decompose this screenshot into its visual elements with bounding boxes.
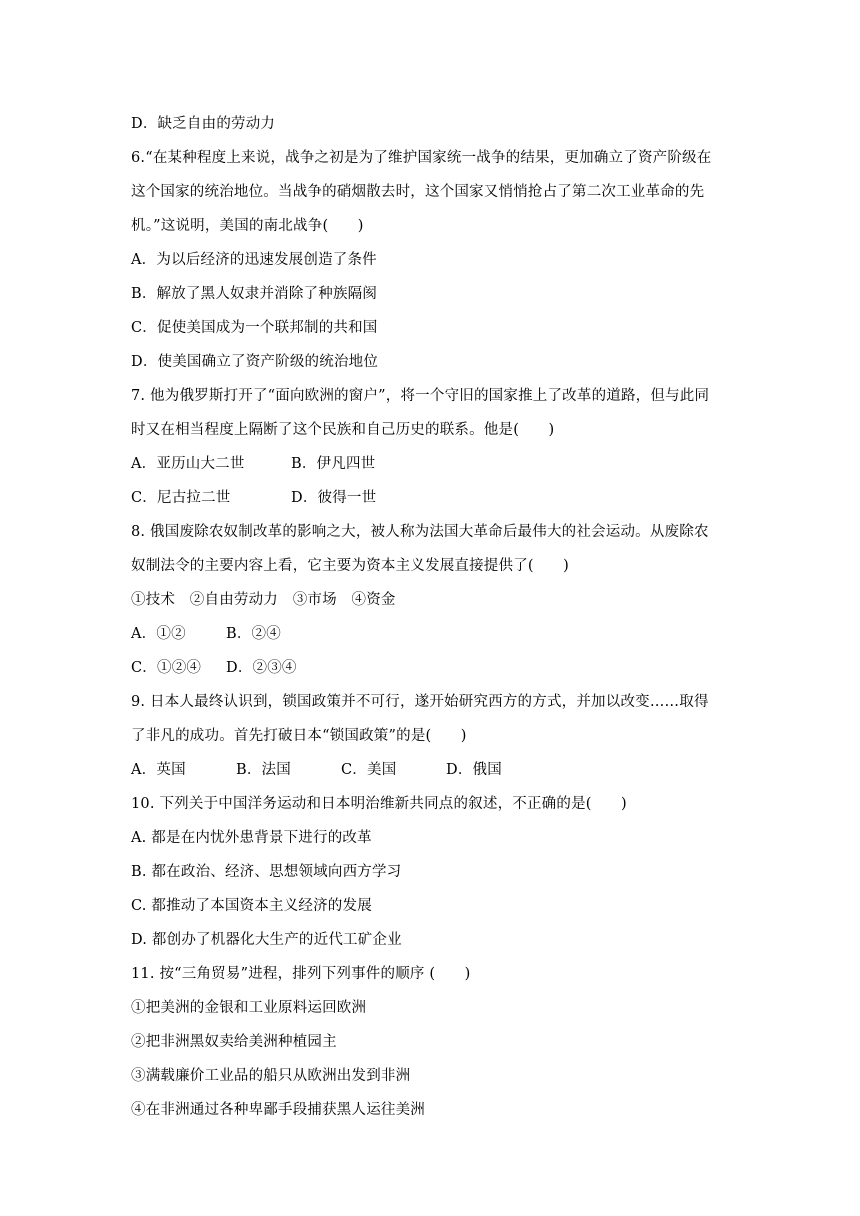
- q8-option-a: A．①②: [131, 626, 186, 642]
- q6-stem-line-3: 机。”这说明，美国的南北战争( ): [131, 218, 364, 234]
- q7-options-row-2: [131, 481, 731, 515]
- q6-option-d: D．使美国确立了资产阶级的统治地位: [131, 354, 379, 370]
- q8-options-row-1: [131, 617, 731, 651]
- q9-options-row: [131, 753, 731, 787]
- q11-event-3: ③满载廉价工业品的船只从欧洲出发到非洲: [131, 1068, 411, 1084]
- q8-choices: ①技术 ②自由劳动力 ③市场 ④资金: [131, 592, 396, 608]
- q11-event-1: ①把美洲的金银和工业原料运回欧洲: [131, 1000, 367, 1016]
- q9-stem-line-2: 了非凡的成功。首先打破日本“锁国政策”的是( ): [131, 728, 467, 744]
- q8-option-c: C．①②④: [131, 660, 202, 676]
- q9-option-d: D．俄国: [446, 762, 502, 778]
- q10-option-c: C. 都推动了本国资本主义经济的发展: [131, 898, 372, 914]
- q6-option-c: C．促使美国成为一个联邦制的共和国: [131, 320, 378, 336]
- q6-option-b: B．解放了黑人奴隶并消除了种族隔阂: [131, 286, 378, 302]
- q6-option-a: A．为以后经济的迅速发展创造了条件: [131, 252, 377, 268]
- q11-event-4: ④在非洲通过各种卑鄙手段捕获黑人运往美洲: [131, 1102, 425, 1118]
- q11-event-2: ②把非洲黑奴卖给美洲种植园主: [131, 1034, 337, 1050]
- q6-stem-line-1: 6.“在某种程度上来说，战争之初是为了维护国家统一战争的结果，更加确立了资产阶级在: [131, 150, 712, 166]
- q10-option-b: B. 都在政治、经济、思想领域向西方学习: [131, 864, 402, 880]
- q7-options-row-1: [131, 447, 731, 481]
- q9-option-a: A．英国: [131, 762, 186, 778]
- q10-option-d: D. 都创办了机器化大生产的近代工矿企业: [131, 932, 402, 948]
- q10-option-a: A. 都是在内忧外患背景下进行的改革: [131, 830, 372, 846]
- q9-option-b: B．法国: [236, 762, 291, 778]
- q6-stem-line-2: 这个国家的统治地位。当战争的硝烟散去时，这个国家又悄悄抢占了第二次工业革命的先: [131, 184, 705, 200]
- q8-stem-line-2: 奴制法令的主要内容上看，它主要为资本主义发展直接提供了( ): [131, 558, 570, 574]
- q8-stem-line-1: 8. 俄国废除农奴制改革的影响之大，被人称为法国大革命后最伟大的社会运动。从废除农: [131, 524, 709, 540]
- q5-option-d: D．缺乏自由的劳动力: [131, 116, 276, 132]
- q9-stem-line-1: 9. 日本人最终认识到，锁国政策并不可行，遂开始研究西方的方式，并加以改变……取得: [131, 694, 709, 710]
- question-content: [131, 107, 731, 1127]
- q8-option-d: D．②③④: [226, 660, 297, 676]
- q7-stem-line-2: 时又在相当程度上隔断了这个民族和自己历史的联系。他是( ): [131, 422, 555, 438]
- q7-option-d: D．彼得一世: [291, 490, 377, 506]
- q9-option-c: C．美国: [341, 762, 397, 778]
- q7-option-c: C．尼古拉二世: [131, 490, 231, 506]
- q11-stem: 11. 按“三角贸易”进程，排列下列事件的顺序 ( ): [131, 966, 471, 982]
- q10-stem: 10. 下列关于中国洋务运动和日本明治维新共同点的叙述，不正确的是( ): [131, 796, 627, 812]
- q7-stem-line-1: 7. 他为俄罗斯打开了“面向欧洲的窗户”，将一个守旧的国家推上了改革的道路，但与此同: [131, 388, 710, 404]
- q7-option-a: A．亚历山大二世: [131, 456, 245, 472]
- q8-option-b: B．②④: [226, 626, 281, 642]
- q8-options-row-2: [131, 651, 731, 685]
- q7-option-b: B．伊凡四世: [291, 456, 376, 472]
